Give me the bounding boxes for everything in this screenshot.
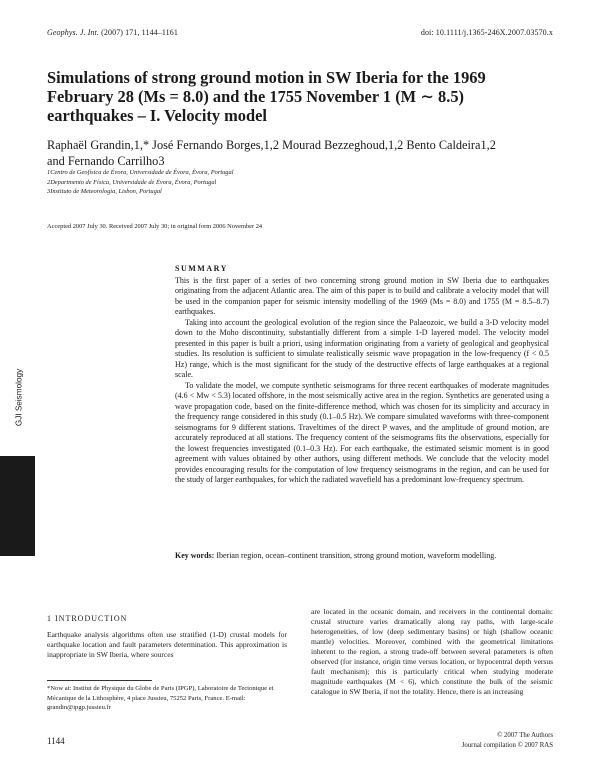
affiliation-3: 3Instituto de Meteorologia, Lisbon, Portugal <box>47 188 162 196</box>
journal-name: Geophys. J. Int. <box>47 28 100 37</box>
section-side-tab <box>0 456 35 556</box>
copyright: © 2007 The Authors <box>497 732 553 739</box>
abstract <box>175 264 549 486</box>
journal-compilation: Journal compilation © 2007 RAS <box>461 741 553 749</box>
citation: (2007) 171, 1144–1161 <box>101 28 178 37</box>
affiliations <box>47 168 233 197</box>
footnote-rule <box>47 680 152 681</box>
abstract-paragraph-1: This is the first paper of a series of two concerning strong ground motion in SW Iberia due to earthquakes originating from the adjacent Atlantic area. The aim of this paper is to build and calibrate a velocity model that will be used in the companion paper for seismic intensity modelling of the 1969 (Ms = 8.0) and 1755 (M = 8.5–8.7) earthquakes. <box>175 275 549 316</box>
author-list <box>47 137 557 169</box>
abstract-paragraph-3: To validate the model, we compute synthetic seismograms for three recent earthquakes of moderate magnitudes (4.6 < Mw < 5.3) located offshore, in the most seismically active area in the region. Synthetics are generated using a wave propagation code, based on the finite-difference method, which was chosen for its simplicity and accuracy in the frequency range considered in this study (0.1–0.5 Hz). We compare simulated waveforms with three-component seismograms for 9 different stations. Traveltimes of the direct P waves, and the amplitude of ground motion, are accurately reproduced at all stations. The frequency content of the seismograms fits the observations, especially for the lowest frequencies investigated (0.1–0.3 Hz). For each earthquake, the estimated seismic moment is in good agreement with values obtained by other authors, using different methods. We conclude that the velocity model provides encouraging results for the computation of low frequency seismograms in the region, and can be used for the study of larger earthquakes, for which the radiated wavefield has a predominant low-frequency spectrum. <box>175 380 549 484</box>
page-number: 1144 <box>47 736 65 746</box>
section-heading-introduction: 1 INTRODUCTION <box>47 614 128 623</box>
affiliation-1: 1Centro de Geofísica de Évora, Universidade de Évora, Évora, Portugal <box>47 169 234 176</box>
footnote: *Now at: Institut de Physique du Globe de Paris (IPGP), Laboratoire de Tectonique et Mécanique de la Lithosphère, 4 place Jussieu, 75252 Paris, France. E-mail: grandin@ipgp.jussieu.fr <box>47 685 274 711</box>
body-column-right <box>311 607 553 697</box>
abstract-paragraph-2: Taking into account the geological evolution of the region since the Palaeozoic, we build a 3-D velocity model down to the Moho discontinuity, substantially different from a simple 1-D layered model. The velocity model presented in this paper is built a priori, using information originating from a variety of geological and geophysical studies. Its resolution is sufficient to simulate realistically seismic wave propagation in the low-frequency (f < 0.5 Hz) range, which is the most significant for the study of the destructive effects of large earthquakes at a regional scale. <box>175 317 549 379</box>
copyright-block <box>462 731 553 750</box>
body-column-left <box>47 614 287 660</box>
doi[interactable]: doi: 10.1111/j.1365-246X.2007.03570.x <box>420 28 553 37</box>
accepted-dates: Accepted 2007 July 30. Received 2007 July 30; in original form 2006 November 24 <box>47 223 263 230</box>
keywords-text: Iberian region, ocean–continent transition, strong ground motion, waveform modelling. <box>216 551 497 560</box>
paper-title: Simulations of strong ground motion in SW Iberia for the 1969 February 28 (Ms = 8.0) and the 1755 November 1 (M ∼ 8.5) earthquakes – I. Velocity model <box>47 68 486 125</box>
intro-text-left: Earthquake analysis algorithms often use stratified (1-D) crustal models for earthquake location and fault parameters determination. This approximation is inappropriate in SW Iberia, where sources <box>47 630 287 659</box>
author-line-2: and Fernando Carrilho3 <box>47 154 165 168</box>
keywords-label: Key words: <box>175 551 215 560</box>
author-line-1: Raphaël Grandin,1,* José Fernando Borges,1,2 Mourad Bezzeghoud,1,2 Bento Caldeira1,2 <box>47 138 496 152</box>
section-side-label: GJI Seismology <box>14 368 24 427</box>
affiliation-2: 2Departmento de Física, Universidade de Évora, Évora, Portugal <box>47 178 217 186</box>
keywords <box>175 551 549 562</box>
intro-text-right: are located in the oceanic domain, and receivers in the continental domain: crustal structure varies dramatically along ray paths, with large-scale heterogeneities, of low (deep sedimentary basins) or high (shallow oceanic mantle) velocities. Moreover, combined with the geometrical limitations inherent to the region, a strong trade-off between several parameters is often observed (for instance, origin time versus location, or hypocentral depth versus fault mechanism); this is particularly critical when studying moderate magnitude earthquakes (M < 6), which constitute the bulk of the seismic catalogue in SW Iberia, if not the totality. Hence, there is an increasing <box>311 607 553 696</box>
abstract-heading: SUMMARY <box>175 264 228 273</box>
running-header-citation <box>47 28 178 37</box>
